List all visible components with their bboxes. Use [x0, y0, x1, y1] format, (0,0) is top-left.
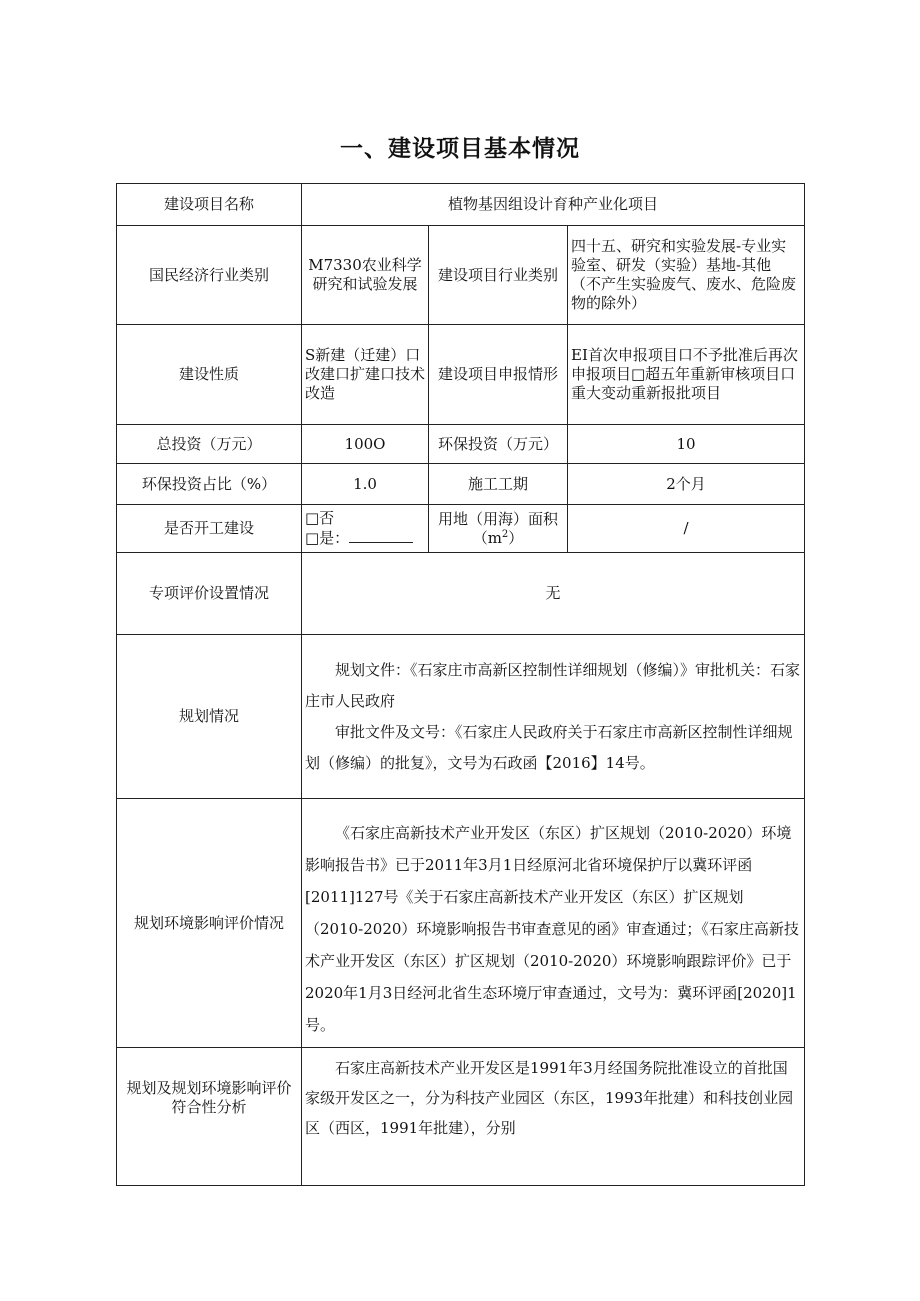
- page-title: 一、建设项目基本情况: [340, 135, 580, 162]
- compliance-paragraph: 石家庄高新技术产业开发区是1991年3月经国务院批准设立的首批国家级开发区之一，分为科技产业园区（东区，1993年批建）和科技创业园区（西区，1991年批建），分别: [305, 1059, 794, 1137]
- table-row: [117, 799, 805, 1048]
- env-investment-label: 环保投资（万元）: [429, 425, 568, 464]
- construction-period-value: 2个月: [568, 464, 805, 505]
- project-name-value: 植物基因组设计育种产业化项目: [302, 184, 805, 226]
- industry-category-value: M7330农业科学研究和试验发展: [302, 226, 429, 325]
- project-category-label: 建设项目行业类别: [429, 226, 568, 325]
- table-row: [117, 635, 805, 799]
- application-type-value: EI首次申报项目口不予批准后再次申报项目□超五年重新审核项目口重大变动重新报批项目: [568, 325, 805, 425]
- env-ratio-value: 1.0: [302, 464, 429, 505]
- table-row: [117, 325, 805, 425]
- construction-nature-label: 建设性质: [117, 325, 302, 425]
- application-type-label: 建设项目申报情形: [429, 325, 568, 425]
- table-row: [117, 505, 805, 553]
- construction-started-options: [302, 505, 429, 553]
- land-area-label: [429, 505, 568, 553]
- superscript-2: 2: [501, 528, 509, 540]
- planning-paragraph-2: 审批文件及文号：《石家庄人民政府关于石家庄市高新区控制性详细规划（修编）的批复》，文号为石政函【2016】14号。: [305, 722, 793, 772]
- table-row: [117, 226, 805, 325]
- special-evaluation-label: 专项评价设置情况: [117, 553, 302, 635]
- env-ratio-label: 环保投资占比（%）: [117, 464, 302, 505]
- option-yes-label: □是：: [305, 529, 350, 547]
- compliance-content: [302, 1048, 805, 1186]
- construction-nature-value: S新建（迁建）口改建口扩建口技术改造: [302, 325, 429, 425]
- option-no: □否: [305, 509, 335, 527]
- table-row: [117, 425, 805, 464]
- project-name-label: 建设项目名称: [117, 184, 302, 226]
- eia-content: [302, 799, 805, 1048]
- industry-category-label: 国民经济行业类别: [117, 226, 302, 325]
- table-row: [117, 553, 805, 635]
- eia-label: 规划环境影响评价情况: [117, 799, 302, 1048]
- eia-paragraph: 《石家庄高新技术产业开发区（东区）扩区规划（2010-2020）环境影响报告书》已于2011年3月1日经原河北省环境保护厅以冀环评函[2011]127号《关于石家庄高新技术产业开发区（东区）扩区规划（2010-2020）环境影响报告书审查意见的函》审查通过；《石家庄高新技术产业开发区（东区）扩区规划（2010-2020）环境影响跟踪评价》已于2020年1月3日经河北省生态环境厅审查通过，文号为：冀环评函[2020]1号。: [305, 824, 799, 1034]
- land-area-label-text: 用地（用海）面积（m: [437, 509, 558, 547]
- env-investment-value: 10: [568, 425, 805, 464]
- total-investment-label: 总投资（万元）: [117, 425, 302, 464]
- construction-started-label: 是否开工建设: [117, 505, 302, 553]
- total-investment-value: 100O: [302, 425, 429, 464]
- table-row: [117, 1048, 805, 1186]
- compliance-label: 规划及规划环境影响评价符合性分析: [117, 1048, 302, 1186]
- planning-content: [302, 635, 805, 799]
- construction-period-label: 施工工期: [429, 464, 568, 505]
- land-area-label-close: ）: [508, 528, 524, 547]
- blank-line: [349, 528, 413, 543]
- special-evaluation-value: 无: [302, 553, 805, 635]
- project-info-table: [116, 183, 805, 1186]
- table-row: [117, 184, 805, 226]
- land-area-value: /: [568, 505, 805, 553]
- project-category-value: 四十五、研究和实验发展-专业实验室、研发（实验）基地-其他（不产生实验废气、废水、危险废物的除外）: [568, 226, 805, 325]
- option-yes: [305, 528, 425, 548]
- planning-label: 规划情况: [117, 635, 302, 799]
- planning-paragraph-1: 规划文件：《石家庄市高新区控制性详细规划（修编）》审批机关：石家庄市人民政府: [305, 660, 801, 710]
- table-row: [117, 464, 805, 505]
